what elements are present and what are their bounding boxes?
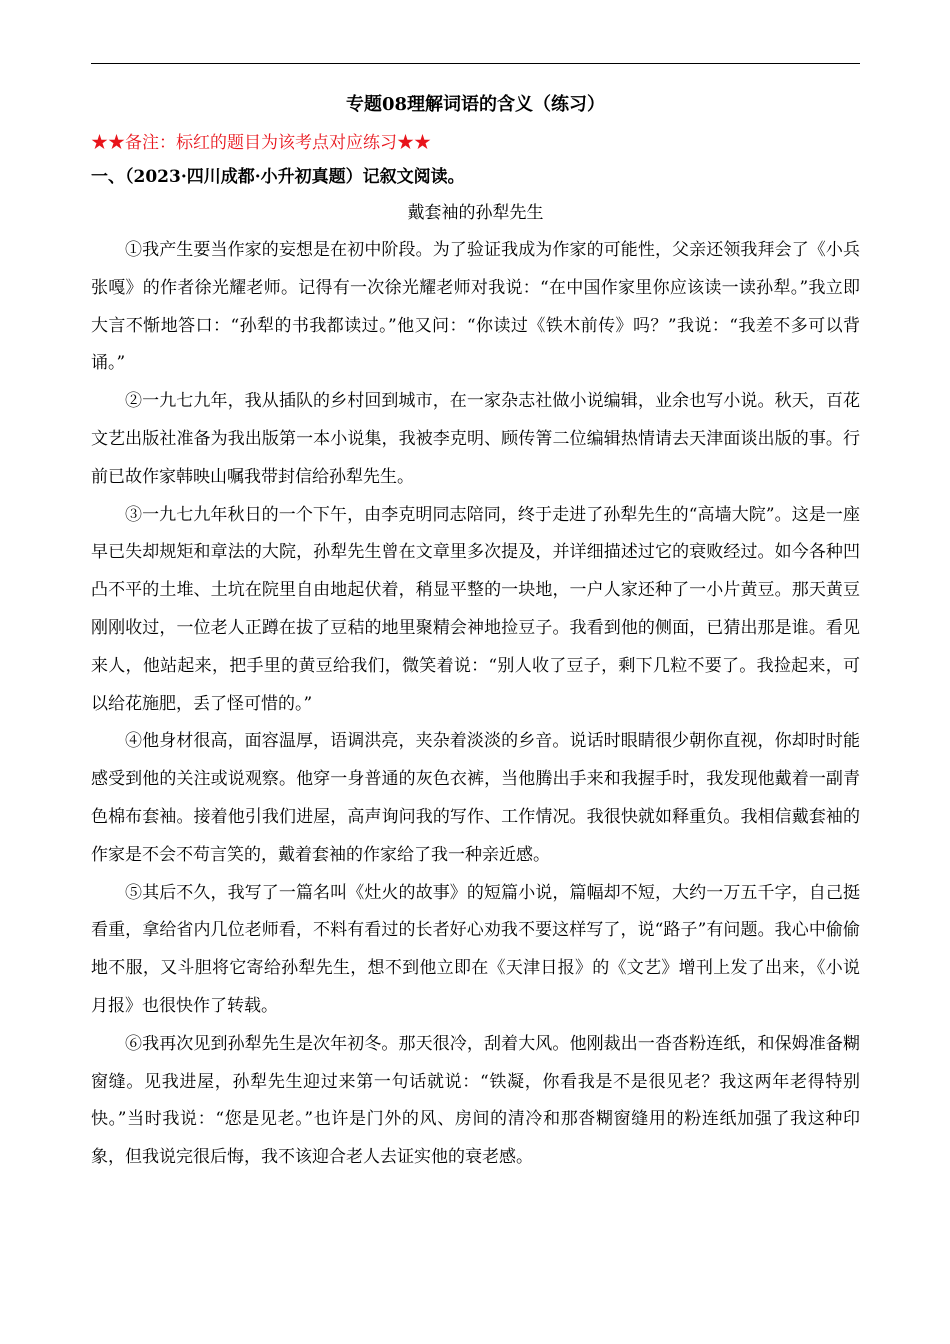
paragraph-3: ③一九七九年秋日的一个下午，由李克明同志陪同，终于走进了孙犁先生的“高墙大院”。这是一座早已失却规矩和章法的大院，孙犁先生曾在文章里多次提及，并详细描述过它的衰败经过。如今各种凹凸不平的土堆、土坑在院里自由地起伏着，稍显平整的一块地，一户人家还种了一小片黄豆。那天黄豆刚刚收过，一位老人正蹲在拔了豆秸的地里聚精会神地捡豆子。我看到他的侧面，已猜出那是谁。看见来人，他站起来，把手里的黄豆给我们，微笑着说：“别人收了豆子，剩下几粒不要了。我捡起来，可以给花施肥，丢了怪可惜的。” [91,504,860,714]
paragraph-1: ①我产生要当作家的妄想是在初中阶段。为了验证我成为作家的可能性，父亲还领我拜会了《小兵张嘎》的作者徐光耀老师。记得有一次徐光耀老师对我说：“在中国作家里你应该读一读孙犁。”我立即大言不惭地答口：“孙犁的书我都读过。”他又问：“你读过《铁木前传》吗？”我说：“我差不多可以背诵。” [91,240,860,374]
header-rule [91,63,860,64]
article-title: 戴套袖的孙犁先生 [407,203,544,223]
paragraph-5: ⑤其后不久，我写了一篇名叫《灶火的故事》的短篇小说，篇幅却不短，大约一万五千字，自己挺看重，拿给省内几位老师看，不料有看过的长者好心劝我不要这样写了，说“路子”有问题。我心中偷偷地不服，又斗胆将它寄给孙犁先生，想不到他立即在《天津日报》的《文艺》增刊上发了出来，《小说月报》也很快作了转载。 [91,882,860,1016]
document-title: 专题08理解词语的含义（练习） [345,94,606,115]
paragraph-6: ⑥我再次见到孙犁先生是次年初冬。那天很冷，刮着大风。他刚裁出一沓沓粉连纸，和保姆准备糊窗缝。见我进屋，孙犁先生迎过来第一句话就说：“铁凝，你看我是不是很见老？我这两年老得特别快。”当时我说：“您是见老。”也许是门外的风、房间的清冷和那沓糊窗缝用的粉连纸加强了我这种印象，但我说完很后悔，我不该迎合老人去证实他的衰老感。 [91,1033,860,1168]
document-body [91,92,860,1177]
paragraph-2: ②一九七九年，我从插队的乡村回到城市，在一家杂志社做小说编辑，业余也写小说。秋天，百花文艺出版社准备为我出版第一本小说集，我被李克明、顾传箐二位编辑热情请去天津面谈出版的事。行前已故作家韩映山嘱我带封信给孙犁先生。 [91,391,860,487]
red-note: ★★备注：标红的题目为该考点对应练习★★ [91,133,431,153]
section-heading: 一、（2023·四川成都·小升初真题）记叙文阅读。 [91,167,465,187]
paragraph-4: ④他身材很高，面容温厚，语调洪亮，夹杂着淡淡的乡音。说话时眼睛很少朝你直视，你却时时能感受到他的关注或说观察。他穿一身普通的灰色衣裤，当他腾出手来和我握手时，我发现他戴着一副青色棉布套袖。接着他引我们进屋，高声询问我的写作、工作情况。我很快就如释重负。我相信戴套袖的作家是不会不苟言笑的，戴着套袖的作家给了我一种亲近感。 [91,731,860,865]
